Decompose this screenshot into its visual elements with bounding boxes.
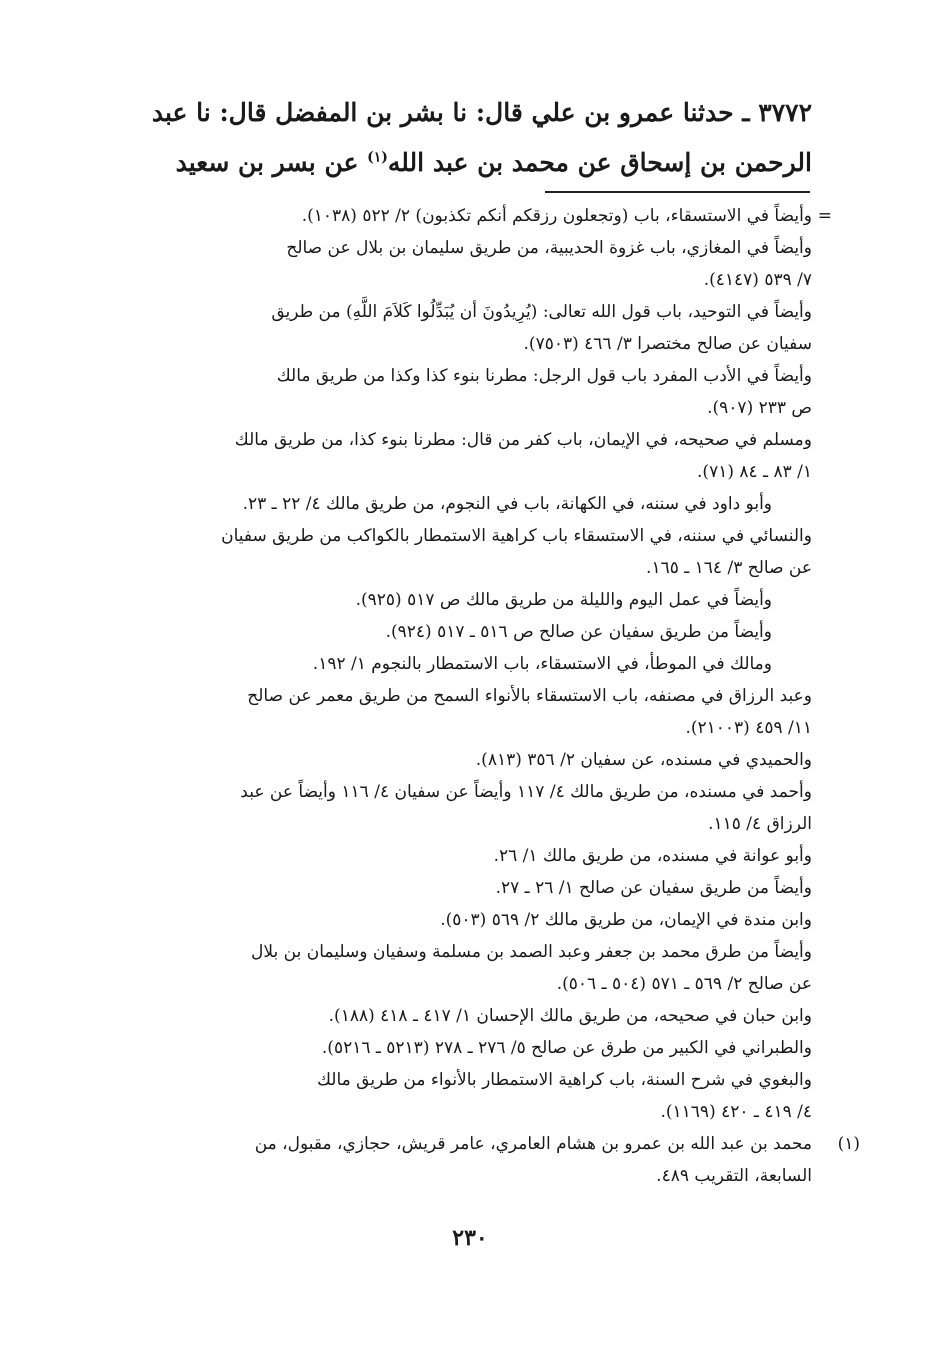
footnote-line: وعبد الرزاق في مصنفه، باب الاستسقاء بالأنواء السمح من طريق معمر عن صالح (247, 686, 812, 706)
footnote-line: وأيضاً في عمل اليوم والليلة من طريق مالك ص ٥١٧ (٩٢٥). (355, 590, 772, 610)
footnote-1-line-2: السابعة، التقريب ٤٨٩. (656, 1166, 812, 1186)
footnote-line: سفيان عن صالح مختصرا ٣/ ٤٦٦ (٧٥٠٣). (523, 334, 812, 354)
footnote-line: وأحمد في مسنده، من طريق مالك ٤/ ١١٧ وأيضاً عن سفيان ٤/ ١١٦ وأيضاً عن عبد (240, 782, 812, 802)
footnotes-section (100, 200, 860, 1192)
footnote-lines (100, 200, 812, 1128)
footnote-line: عن صالح ٢/ ٥٦٩ ـ ٥٧١ (٥٠٤ ـ ٥٠٦). (556, 974, 812, 994)
footnote-reference[interactable]: (١) (367, 149, 388, 166)
footnote-line: ومالك في الموطأ، في الاستسقاء، باب الاستمطار بالنجوم ١/ ١٩٢. (312, 654, 772, 674)
footnote-line: وابن مندة في الإيمان، من طريق مالك ٢/ ٥٦٩ (٥٠٣). (440, 910, 812, 930)
footnote-1-mark: (١) (837, 1134, 860, 1154)
footnote-line: وابن حبان في صحيحه، من طريق مالك الإحسان ١/ ٤١٧ ـ ٤١٨ (١٨٨). (328, 1006, 812, 1026)
page-number: ٢٣٠ (452, 1225, 488, 1251)
footnote-line: وأيضاً في التوحيد، باب قول الله تعالى: (يُرِيدُونَ أن يُبَدِّلُوا كَلاَمَ اللَّهِ) من طريق (271, 302, 812, 322)
hadith-line-2 (112, 138, 812, 188)
footnote-line: وأيضاً من طريق سفيان عن صالح ١/ ٢٦ ـ ٢٧. (495, 878, 812, 898)
hadith-text (112, 88, 812, 188)
footnote-line: ومسلم في صحيحه، في الإيمان، باب كفر من قال: مطرنا بنوء كذا، من طريق مالك (234, 430, 812, 450)
footnote-line: عن صالح ٣/ ١٦٤ ـ ١٦٥. (646, 558, 812, 578)
footnote-line: والطبراني في الكبير من طرق عن صالح ٥/ ٢٧٦ ـ ٢٧٨ (٥٢١٣ ـ ٥٢١٦). (321, 1038, 812, 1058)
continuation-mark: = (817, 206, 832, 226)
footnote-line: وأيضاً في الاستسقاء، باب (وتجعلون رزقكم أنكم تكذبون) ٢/ ٥٢٢ (١٠٣٨). (301, 206, 812, 226)
footnote-line: ٧/ ٥٣٩ (٤١٤٧). (703, 270, 812, 290)
footnote-line: الرزاق ٤/ ١١٥. (708, 814, 812, 834)
footnote-line: والبغوي في شرح السنة، باب كراهية الاستمطار بالأنواء من طريق مالك (316, 1070, 812, 1090)
footnote-line: وأبو داود في سننه، في الكهانة، باب في النجوم، من طريق مالك ٤/ ٢٢ ـ ٢٣. (242, 494, 772, 514)
hadith-line-2-end: عن بسر بن سعيد (175, 148, 368, 177)
footnote-1 (100, 1128, 860, 1192)
hadith-line-1: ٣٧٧٢ ـ حدثنا عمرو بن علي قال: نا بشر بن المفضل قال: نا عبد (151, 98, 812, 127)
footnote-line: وأيضاً من طريق سفيان عن صالح ص ٥١٦ ـ ٥١٧ (٩٢٤). (385, 622, 772, 642)
footnote-line: والحميدي في مسنده، عن سفيان ٢/ ٣٥٦ (٨١٣). (475, 750, 812, 770)
footnote-line: وأيضاً من طرق محمد بن جعفر وعبد الصمد بن مسلمة وسفيان وسليمان بن بلال (251, 942, 812, 962)
footnote-separator (545, 191, 810, 193)
footnote-1-line-1: محمد بن عبد الله بن عمرو بن هشام العامري، عامر قريش، حجازي، مقبول، من (254, 1134, 812, 1154)
footnote-line: وأيضاً في المغازي، باب غزوة الحديبية، من طريق سليمان بن بلال عن صالح (286, 238, 812, 258)
hadith-line-2-start: الرحمن بن إسحاق عن محمد بن عبد الله (387, 148, 812, 177)
footnote-line: وأبو عوانة في مسنده، من طريق مالك ١/ ٢٦. (493, 846, 812, 866)
footnote-line: ٤/ ٤١٩ ـ ٤٢٠ (١١٦٩). (660, 1102, 812, 1122)
footnote-line: ١/ ٨٣ ـ ٨٤ (٧١). (697, 462, 812, 482)
footnote-line: ١١/ ٤٥٩ (٢١٠٠٣). (685, 718, 812, 738)
footnote-line: ص ٢٣٣ (٩٠٧). (707, 398, 812, 418)
footnote-line: وأيضاً في الأدب المفرد باب قول الرجل: مطرنا بنوء كذا وكذا من طريق مالك (276, 366, 812, 386)
footnote-line: والنسائي في سننه، في الاستسقاء باب كراهية الاستمطار بالكواكب من طريق سفيان (221, 526, 812, 546)
